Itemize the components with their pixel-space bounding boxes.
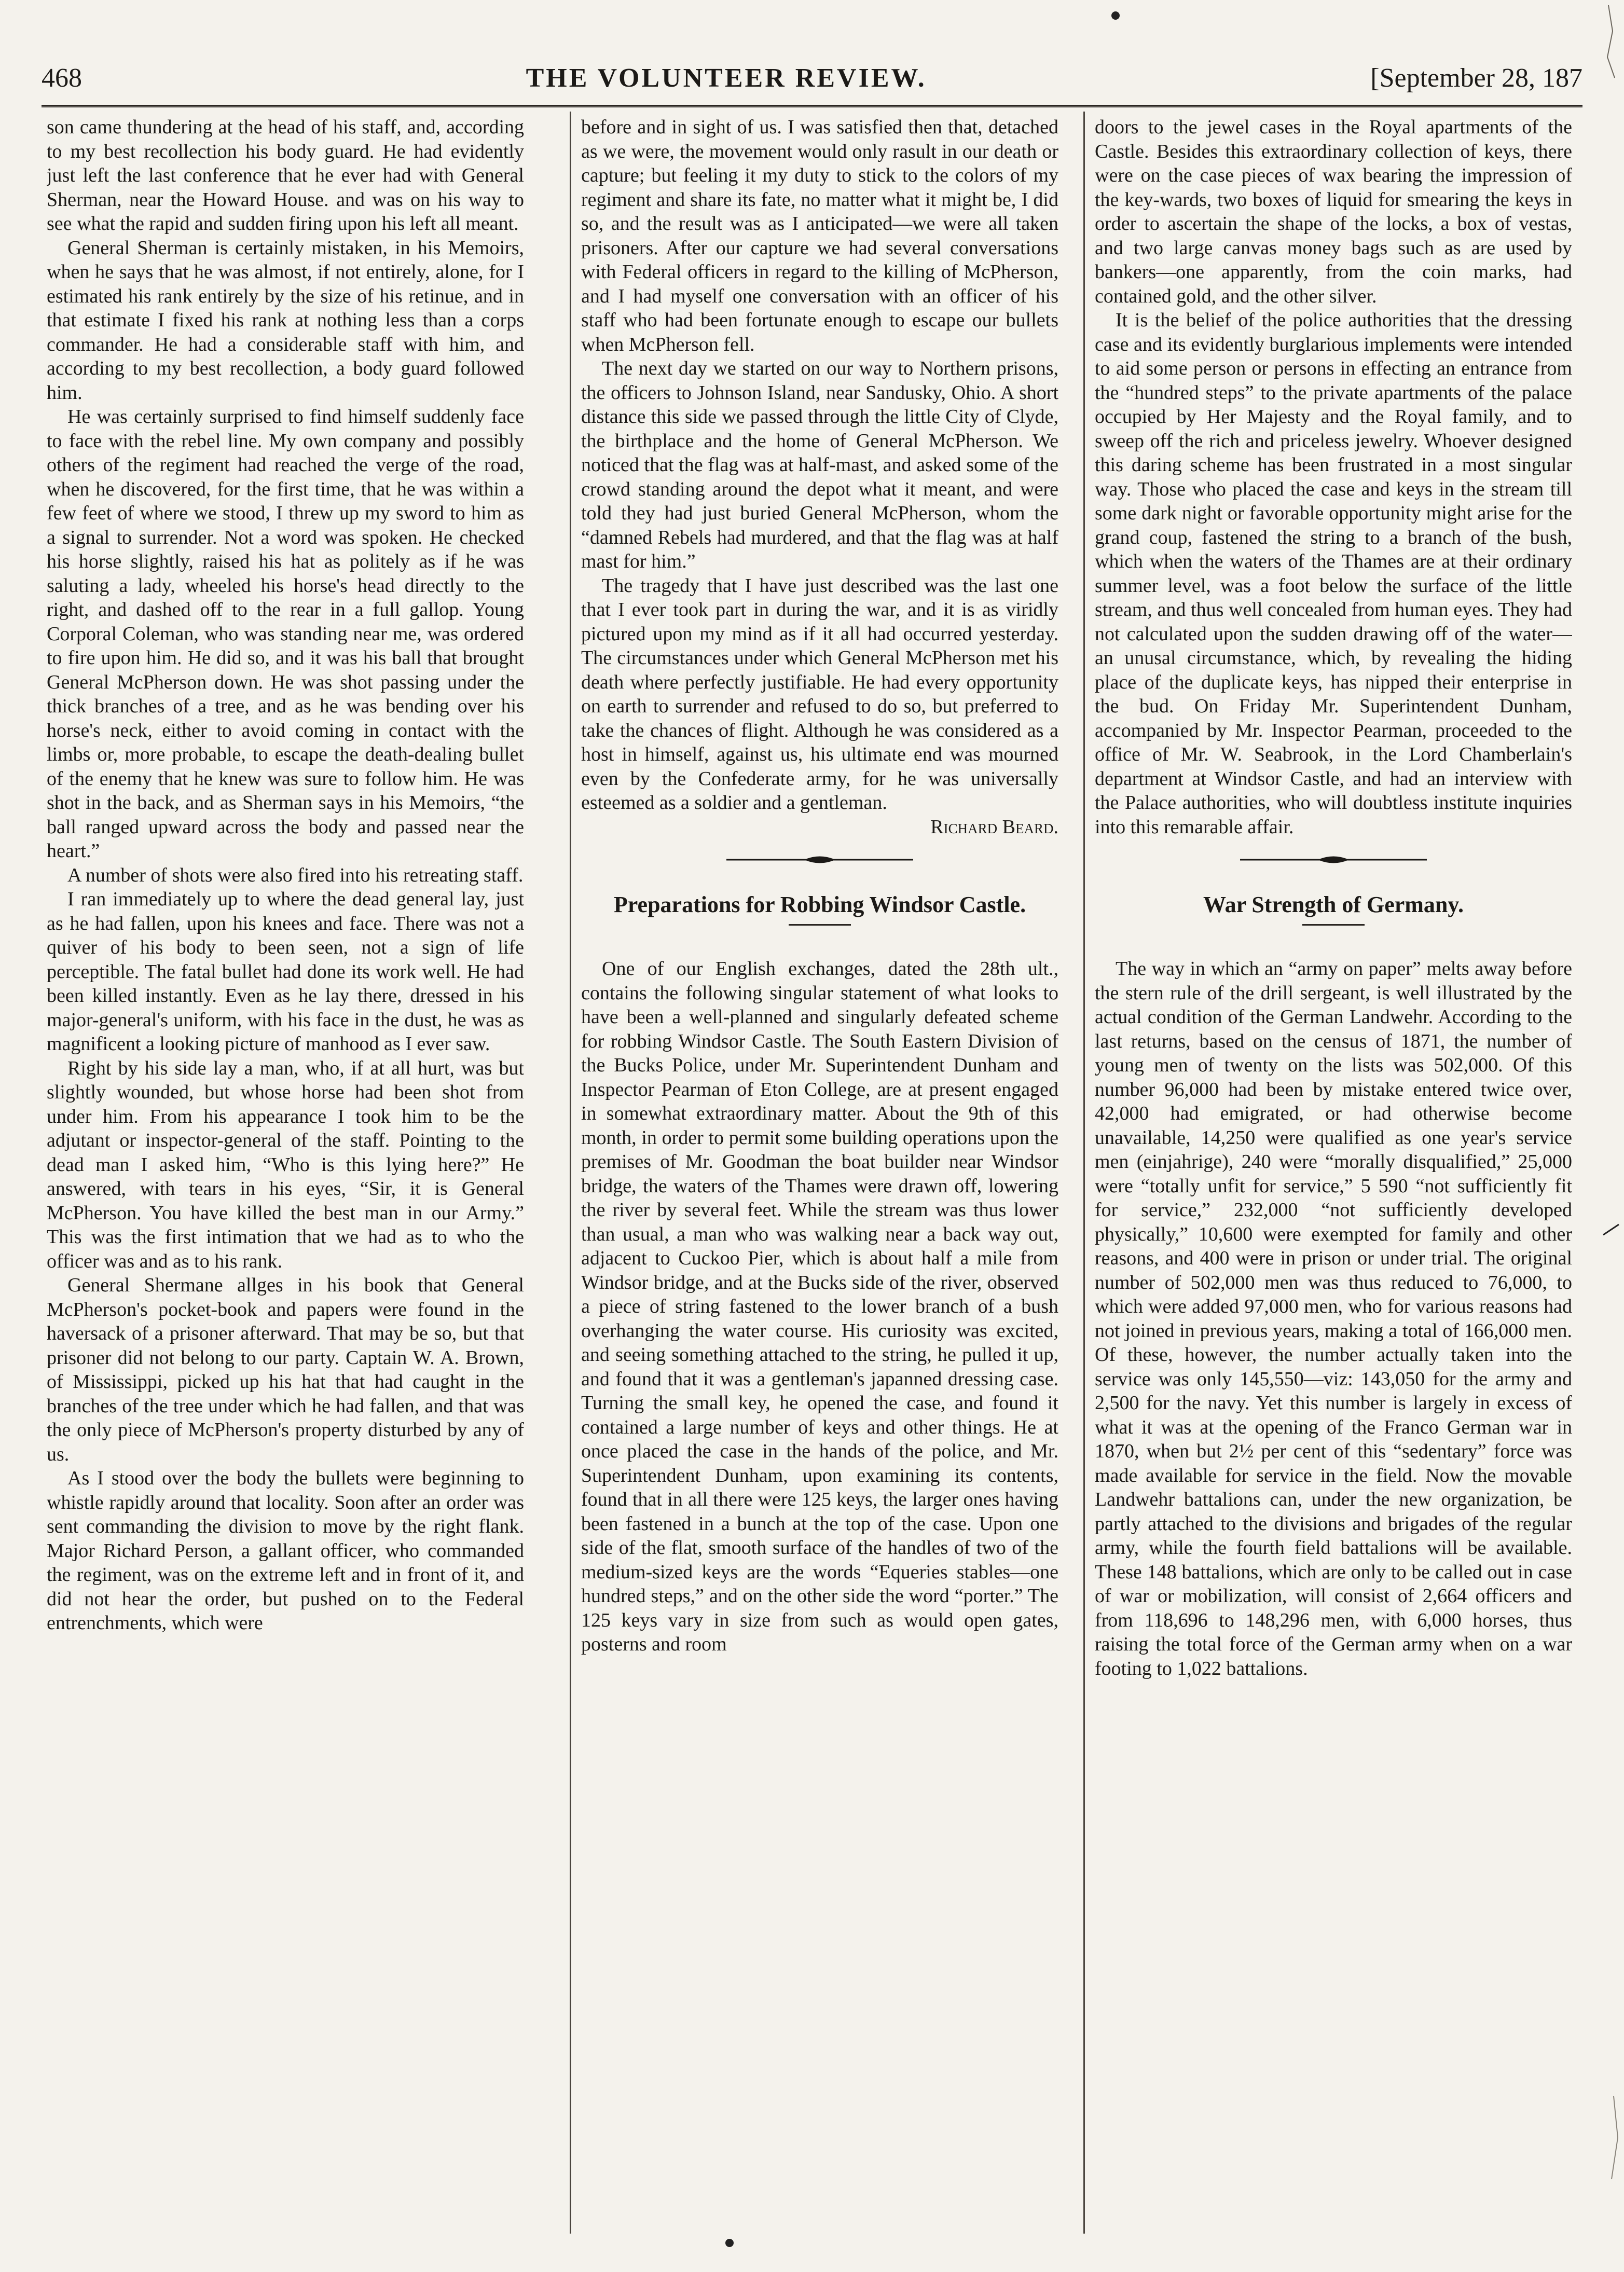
column-3: [1095, 115, 1572, 2232]
issue-date: [September 28, 187: [1370, 63, 1582, 93]
paragraph: son came thundering at the head of his staff, and, according to my best recollection his body guard. He had evidently just left the last conference that he ever had with General Sherman, near the Howard House. and was on his way to see what the rapid and sudden firing upon his left all meant.: [47, 116, 524, 235]
paragraph: doors to the jewel cases in the Royal apartments of the Castle. Besides this extraordinary collection of keys, there were on the case pieces of wax bearing the impression of the key-wards, two boxes of liquid for smearing the keys in order to ascertain the shape of the locks, a box of vestas, and two large canvas money bags such as are used by bankers—one apparently, from the coin marks, had contained gold, and the other silver.: [1095, 116, 1572, 307]
paragraph: before and in sight of us. I was satisfied then that, detached as we were, the movement would only rasult in our death or capture; but feeling it my duty to stick to the colors of my regiment and share its fate, no matter what it might be, I did so, and the result was as I anticipated—we were all taken prisoners. After our capture we had several conversations with Federal officers in regard to the killing of McPherson, and I had myself one conversation with an officer of his staff who had been fortunate enough to escape our bullets when McPherson fell.: [581, 116, 1058, 355]
paragraph: It is the belief of the police authorities that the dressing case and its evidently burglarious implements were intended to aid some person or persons in effecting an entrance from the “hundred steps” to the private apartments of the palace occupied by Her Majesty and the Royal family, and to sweep off the rich and priceless jewelry. Whoever designed this daring scheme has been frustrated in a most singular way. Those who placed the case and keys in the stream till some dark night or favorable opportunity might arise for the grand coup, fastened the string to a branch of the bush, which when the waters of the Thames are at their ordinary summer level, was a foot below the surface of the little stream, and thus well concealed from human eyes. They had not calculated upon the sudden drawing off of the water—an unusal circumstance, which, by revealing the hiding place of the duplicate keys, has nipped their enterprise in the bud. On Friday Mr. Superintendent Dunham, accompanied by Mr. Inspector Pearman, proceeded to the office of Mr. W. Seabrook, in the Lord Chamberlain's department at Windsor Castle, and had an interview with the Palace authorities, who will doubtless institute inquiries into this remarable affair.: [1095, 309, 1572, 838]
ink-speck: [1111, 11, 1120, 20]
article-headline: Preparations for Robbing Windsor Castle.: [613, 892, 1026, 917]
paragraph: The next day we started on our way to Northern prisons, the officers to Johnson Island, near Sandusky, Ohio. A short distance this side we passed through the little City of Clyde, the birthplace and the home of General McPherson. We noticed that the flag was at half-mast, and asked some of the crowd standing around the depot what it meant, and were told they had just buried General McPherson, whom the “damned Rebels had murdered, and that the flag was at half mast for him.”: [581, 357, 1058, 572]
headline-rule: [789, 924, 851, 926]
paragraph: General Shermane allges in his book that General McPherson's pocket-book and papers were found in the haversack of a prisoner afterward. That may be so, but that prisoner did not belong to our party. Captain W. A. Brown, of Mississippi, picked up his hat that had caught in the branches of the tree under which he had fallen, and that was the only piece of McPherson's property disturbed by any of us.: [47, 1274, 524, 1465]
ornamental-divider: [581, 839, 1058, 880]
ornament-rule-icon: [1240, 852, 1427, 868]
column-divider: [1083, 112, 1085, 2234]
article-headline: War Strength of Germany.: [1203, 892, 1464, 917]
paragraph: General Sherman is certainly mistaken, in his Memoirs, when he says that he was almost, if not entirely, alone, for I estimated his rank entirely by the size of his retinue, and in that estimate I fixed his rank at nothing less than a corps commander. He had a considerable staff with him, and according to my best recollection, a body guard followed him.: [47, 237, 524, 404]
paragraph: He was certainly surprised to find himself suddenly face to face with the rebel line. My own company and possibly others of the regiment had reached the verge of the road, when he discovered, for the first time, that he was within a few feet of where we stood, I threw up my sword to him as a signal to surrender. Not a word was spoken. He checked his horse slightly, raised his hat as politely as if he was saluting a lady, wheeled his horse's head directly to the right, and dashed off to the rear in a full gallop. Young Corporal Coleman, who was standing near me, was ordered to fire upon him. He did so, and it was his ball that brought General McPherson down. He was shot passing under the thick branches of a tree, and as he was bending over his horse's neck, either to avoid coming in contact with the limbs or, more probable, to escape the death-dealing bullet of the enemy that he knew was sure to follow him. He was shot in the back, and as Sherman says in his Memoirs, “the ball ranged upward across the body and passed near the heart.”: [47, 406, 524, 862]
paragraph: The tragedy that I have just described was the last one that I ever took part in during the war, and it is as viridly pictured upon my mind as if it all had occurred yesterday. The circumstances under which General McPherson met his death where perfectly justifiable. He had every opportunity on earth to surrender and refused to do so, but preferred to take the chances of flight. Although he was considered as a host in himself, against us, his ultimate end was mourned even by the Confederate army, for he was universally esteemed as a soldier and a gentleman.: [581, 574, 1058, 814]
publication-title: THE VOLUNTEER REVIEW.: [526, 63, 927, 93]
headline-rule: [1302, 924, 1365, 926]
column-1: [47, 115, 524, 2232]
paragraph: I ran immediately up to where the dead general lay, just as he had fallen, upon his knees and face. There was not a quiver of his body to been seen, not a sign of life perceptible. The fatal bullet had done its work well. He had been killed instantly. Even as he lay there, dressed in his major-general's uniform, with his face in the dust, he was as magnificent a looking picture of manhood as I ever saw.: [47, 888, 524, 1055]
paragraph: A number of shots were also fired into his retreating staff.: [67, 864, 524, 886]
paragraph: One of our English exchanges, dated the 28th ult., contains the following singular statement of what looks to have been a well-planned and singularly defeated scheme for robbing Windsor Castle. The South Eastern Division of the Bucks Police, under Mr. Superintendent Dunham and Inspector Pearman of Eton College, are at present engaged in somewhat extraordinary matter. About the 9th of this month, in order to permit some building operations upon the premises of Mr. Goodman the boat builder near Windsor bridge, the waters of the Thames were drawn off, lowering the river by several feet. While the stream was thus lower than usual, a man who was walking near a back way out, adjacent to Cuckoo Pier, which is about half a mile from Windsor bridge, and at the Bucks side of the river, observed a piece of string fastened to the lower branch of a bush overhanging the water course. His curiosity was excited, and seeing something attached to the string, he pulled it up, and found that it was a gentleman's japanned dressing case. Turning the small key, he opened the case, and found it contained a large number of keys and other things. He at once placed the case in the hands of the police, and Mr. Superintendent Dunham, upon examining its contents, found that in all there were 125 keys, the larger ones having been fastened in a bunch at the top of the case. Upon one side of the flat, smooth surface of the handles of two of the medium-sized keys are the words “Equeries stables—one hundred steps,” and on the other side the word “porter.” The 125 keys vary in size from such as would open gates, posterns and room: [581, 958, 1058, 1655]
column-2: [581, 115, 1058, 2232]
masthead: [42, 52, 1582, 104]
paragraph: The way in which an “army on paper” melts away before the stern rule of the drill sergeant, is well illustrated by the actual condition of the German Landwehr. According to the last returns, based on the census of 1871, the number of young men of twenty on the lists was 502,000. Of this number 96,000 had been by mistake entered twice over, 42,000 had emigrated, or had otherwise become unavailable, 14,250 were qualified as one year's service men (einjahrige), 240 were “morally disqualified,” 25,000 were “totally unfit for service,” 5 590 “not sufficiently fit for service,” 232,000 “not sufficiently developed physically,” 10,600 were exempted for family and other reasons, and 400 were in prison or under trial. The original number of 502,000 men was thus reduced to 76,000, to which were added 97,000 men, who for various reasons had not joined in previous years, making a total of 166,000 men. Of these, however, the number actually taken into the service was only 145,550—viz: 143,050 for the army and 2,500 for the navy. Yet this number is largely in excess of what it was at the opening of the Franco German war in 1870, when but 2½ per cent of this “sedentary” force was made available for service in the field. Now the movable Landwehr battalions can, under the new organization, be partly attached to the divisions and brigades of the regular army, while the fourth field battalions will be available. These 148 battalions, which are only to be called out in case of war or mobilization, will consist of 2,664 officers and from 118,696 to 148,296 men, with 6,000 horses, thus raising the total force of the German army when on a war footing to 1,022 battalions.: [1095, 958, 1572, 1679]
ornamental-divider: [1095, 839, 1572, 880]
paragraph: Right by his side lay a man, who, if at all hurt, was but slightly wounded, but whose horse had been shot from under him. From his appearance I took him to be the adjutant or inspector-general of the staff. Pointing to the dead man I asked him, “Who is this lying here?” He answered, with tears in his eyes, “Sir, it is General McPherson. You have killed the best man in our Army.” This was the first intimation that we had as to who the officer was and as to his rank.: [47, 1057, 524, 1272]
ink-speck: [725, 2239, 734, 2247]
ornament-rule-icon: [726, 852, 913, 868]
column-divider: [570, 112, 571, 2234]
page-number: 468: [42, 63, 82, 93]
header-rule: [42, 105, 1582, 107]
paragraph: As I stood over the body the bullets were beginning to whistle rapidly around that locality. Soon after an order was sent commanding the division to move by the right flank. Major Richard Person, a gallant officer, who commanded the regiment, was on the extreme left and in front of it, and did not hear the order, but pushed on to the Federal entrenchments, which were: [47, 1467, 524, 1634]
margin-scratch-icon: [1588, 0, 1624, 2272]
author-signature: Richard Beard.: [930, 816, 1058, 838]
